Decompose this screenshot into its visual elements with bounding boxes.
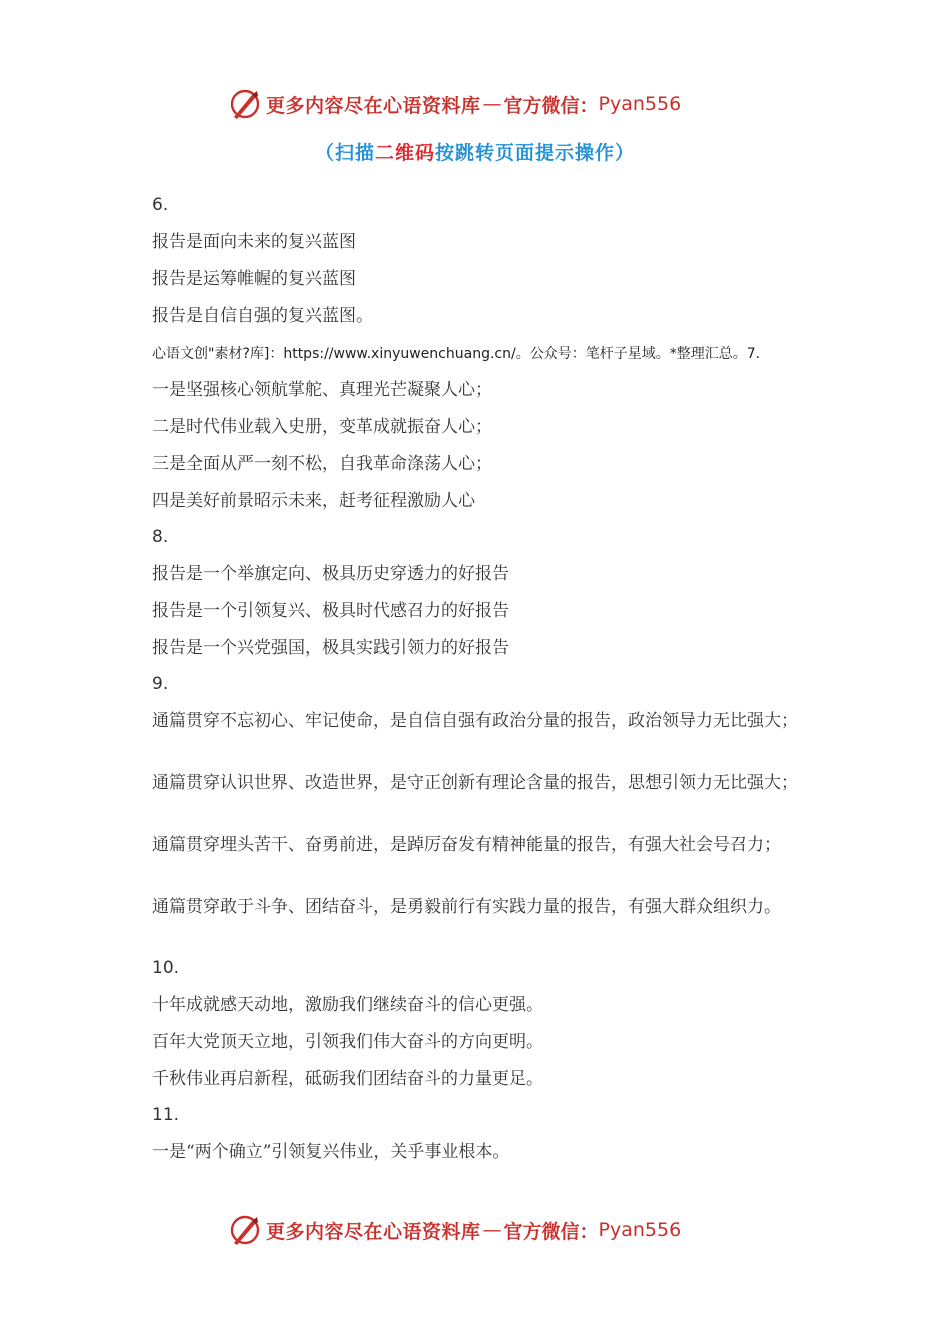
scan-open-text: （扫描 bbox=[314, 142, 375, 164]
banner-separator: — bbox=[482, 1219, 502, 1241]
banner-wechat-id: Pyan556 bbox=[598, 93, 682, 115]
banner-wechat-label: 官方微信： bbox=[503, 94, 599, 117]
section-number-9: 9. bbox=[152, 674, 169, 694]
section-number-10: 10. bbox=[152, 958, 180, 978]
text-line: 十年成就感天动地，激励我们继续奋斗的信心更强。 bbox=[152, 995, 543, 1015]
banner-main-text: 更多内容尽在心语资料库 bbox=[266, 1220, 481, 1243]
text-line: 三是全面从严一刻不松，自我革命涤荡人心； bbox=[152, 454, 492, 474]
scan-rest-text: 按跳转页面提示操作） bbox=[435, 142, 636, 164]
pen-logo-icon bbox=[228, 87, 262, 121]
text-line: 报告是运筹帷幄的复兴蓝图 bbox=[152, 269, 356, 289]
text-line: 四是美好前景昭示未来，赶考征程激励人心 bbox=[152, 491, 475, 511]
text-line: 百年大党顶天立地，引领我们伟大奋斗的方向更明。 bbox=[152, 1032, 543, 1052]
text-line: 报告是面向未来的复兴蓝图 bbox=[152, 232, 356, 252]
banner-separator: — bbox=[482, 93, 502, 115]
text-line: 报告是自信自强的复兴蓝图。 bbox=[152, 306, 373, 326]
scan-qr-text: 二维码 bbox=[374, 142, 435, 164]
banner-wechat-label: 官方微信： bbox=[503, 1220, 599, 1243]
text-line: 二是时代伟业载入史册，变革成就振奋人心； bbox=[152, 417, 492, 437]
header-banner bbox=[0, 84, 950, 124]
paragraph: 通篇贯穿认识世界、改造世界，是守正创新有理论含量的报告，思想引领力无比强大； bbox=[152, 773, 798, 793]
text-line: 一是“两个确立”引领复兴伟业，关乎事业根本。 bbox=[152, 1142, 510, 1162]
text-line: 报告是一个兴党强国，极具实践引领力的好报告 bbox=[152, 638, 509, 658]
section-number-11: 11. bbox=[152, 1105, 180, 1125]
scan-instruction bbox=[0, 138, 950, 165]
pen-logo-icon bbox=[228, 1213, 262, 1247]
footer-banner bbox=[0, 1210, 950, 1250]
text-line: 报告是一个举旗定向、极具历史穿透力的好报告 bbox=[152, 564, 509, 584]
text-line: 一是坚强核心领航掌舵、真理光芒凝聚人心； bbox=[152, 380, 492, 400]
text-line: 报告是一个引领复兴、极具时代感召力的好报告 bbox=[152, 601, 509, 621]
paragraph: 通篇贯穿埋头苦干、奋勇前进，是踔厉奋发有精神能量的报告，有强大社会号召力； bbox=[152, 835, 781, 855]
paragraph: 通篇贯穿敢于斗争、团结奋斗，是勇毅前行有实践力量的报告，有强大群众组织力。 bbox=[152, 897, 781, 917]
text-line: 千秋伟业再启新程，砥砺我们团结奋斗的力量更足。 bbox=[152, 1069, 543, 1089]
section-number-8: 8. bbox=[152, 527, 169, 547]
source-line: 心语文创"素材?库]：https://www.xinyuwenchuang.cn/。公众号：笔杆子星域。*整理汇总。7. bbox=[152, 346, 761, 362]
section-number-6: 6. bbox=[152, 195, 169, 215]
banner-main-text: 更多内容尽在心语资料库 bbox=[266, 94, 481, 117]
banner-wechat-id: Pyan556 bbox=[598, 1219, 682, 1241]
paragraph: 通篇贯穿不忘初心、牢记使命，是自信自强有政治分量的报告，政治领导力无比强大； bbox=[152, 711, 798, 731]
